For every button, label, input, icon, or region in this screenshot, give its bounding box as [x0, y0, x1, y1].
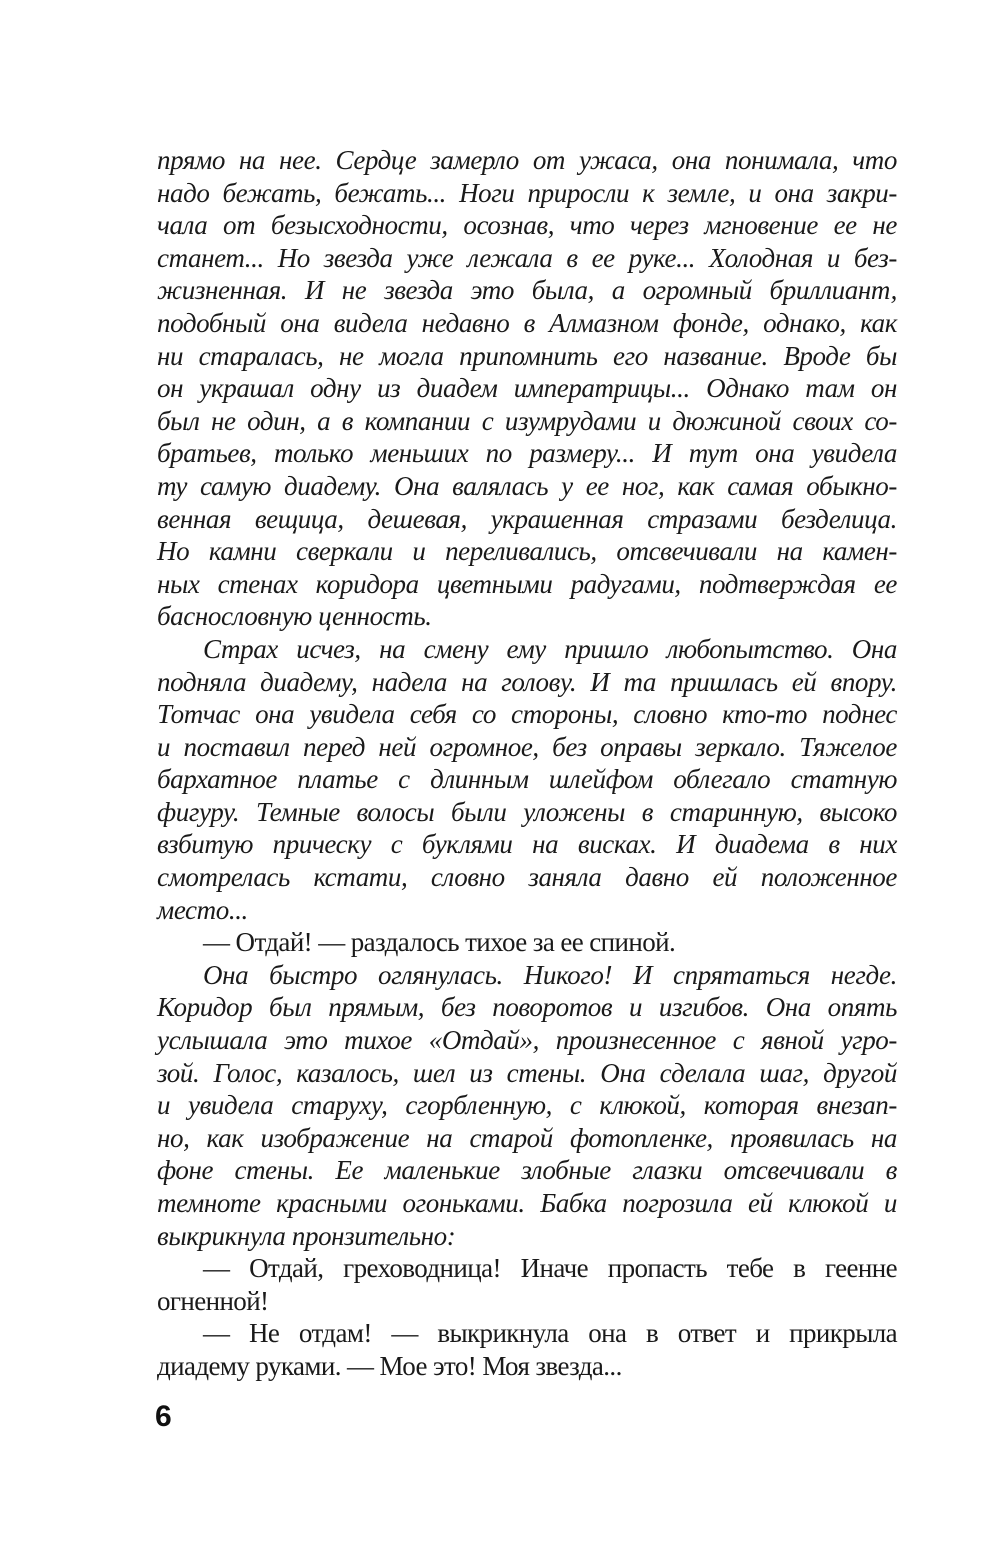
text-line: прямо на нее. Сердце замерло от ужаса, она понимала, что [157, 145, 897, 175]
text-line: услышала это тихое «Отдай», произнесенное с явной угро- [157, 1025, 897, 1056]
text-line: он украшал одну из диадем императрицы... Однако там он [157, 373, 897, 404]
text-line: место... [157, 894, 248, 925]
text-line: зой. Голос, казалось, шел из стены. Она сделала шаг, другой [157, 1057, 897, 1088]
text-line: фигуру. Темные волосы были уложены в старинную, высоко [157, 796, 897, 827]
text-line: подняла диадему, надела на голову. И та пришлась ей впору. [157, 666, 897, 697]
text-line: Но камни сверкали и переливались, отсвечивали на камен- [157, 536, 897, 567]
text-line: — Отдай! — раздалось тихое за ее спиной. [203, 927, 676, 958]
text-line: смотрелась кстати, словно заняла давно ей положенное [157, 862, 897, 893]
text-line: подобный она видела недавно в Алмазном фонде, однако, как [157, 307, 897, 338]
text-line: баснословную ценность. [157, 601, 432, 632]
text-line: ту самую диадему. Она валялась у ее ног, как самая обыкно- [157, 470, 897, 501]
text-line: жизненная. И не звезда это была, а огромный бриллиант, [157, 275, 897, 306]
text-line: братьев, только меньших по размеру... И тут она увидела [157, 438, 897, 469]
text-line: ни старалась, не могла припомнить его название. Вроде бы [157, 340, 897, 371]
text-line: надо бежать, бежать... Ноги приросли к земле, и она закри- [157, 177, 897, 208]
text-line: выкрикнула пронзительно: [157, 1220, 456, 1251]
text-line: огненной! [157, 1285, 269, 1316]
text-line: — Не отдам! — выкрикнула она в ответ и прикрыла [203, 1318, 897, 1349]
text-line: Она быстро оглянулась. Никого! И спрятаться негде. [203, 959, 897, 990]
page-number: 6 [155, 1400, 172, 1433]
text-line: Коридор был прямым, без поворотов и изгибов. Она опять [157, 992, 897, 1023]
text-line: был не один, а в компании с изумрудами и дюжиной своих со- [157, 405, 897, 436]
text-line: и увидела старуху, сгорбленную, с клюкой, которая внезап- [157, 1090, 897, 1121]
text-line: венная вещица, дешевая, украшенная стразами безделица. [157, 503, 897, 534]
text-line: станет... Но звезда уже лежала в ее руке... Холодная и без- [157, 242, 897, 273]
text-line: фоне стены. Ее маленькие злобные глазки отсвечивали в [157, 1155, 897, 1186]
text-line: бархатное платье с длинным шлейфом облегало статную [157, 764, 897, 795]
text-line: и поставил перед ней огромное, без оправы зеркало. Тяжелое [157, 731, 897, 762]
text-line: — Отдай, греховодница! Иначе пропасть тебе в геенне [203, 1253, 897, 1284]
page-body [157, 144, 897, 1383]
text-line: ных стенах коридора цветными радугами, подтверждая ее [157, 568, 897, 599]
text-line: но, как изображение на старой фотопленке, проявилась на [157, 1122, 897, 1153]
text-line: диадему руками. — Мое это! Моя звезда... [157, 1350, 622, 1381]
text-line: Страх исчез, на смену ему пришло любопытство. Она [203, 633, 897, 664]
text-line: Тотчас она увидела себя со стороны, словно кто-то поднес [157, 699, 897, 730]
text-line: чала от безысходности, осознав, что через мгновение ее не [157, 210, 897, 241]
text-line: взбитую прическу с буклями на висках. И диадема в них [157, 829, 897, 860]
text-line: темноте красными огоньками. Бабка погрозила ей клюкой и [157, 1188, 897, 1218]
